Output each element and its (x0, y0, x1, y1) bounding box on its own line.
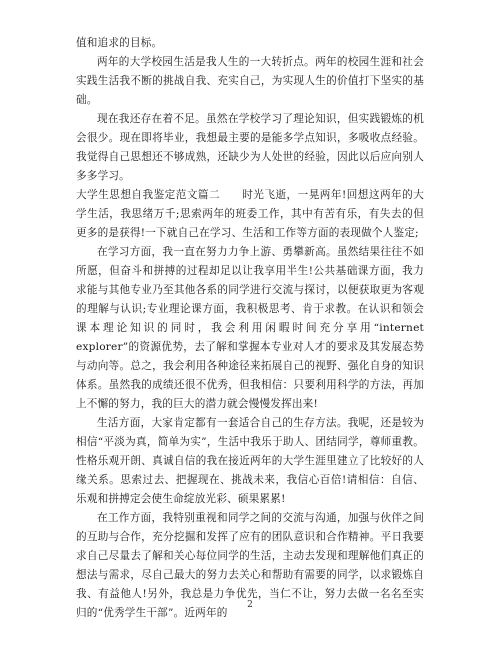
paragraph: 在学习方面，我一直在努力力争上游、勇攀新高。虽然结果往往不如所愿，但奋斗和拼搏的过程却足以让我享用半生!公共基础课方面，我力求能与其他专业乃至其他各系的同学进行交流与探讨，以便获取更为客观的理解与认识;专业理论课方面，我积极思考、肯于求教。在认识和领会课本理论知识的同时，我会利用闲暇时间充分享用“internet explorer”的资源优势，去了解和掌握本专业对人才的要求及其发展态势与动向等。总之，我会利用各种途径来拓展自己的视野、强化自身的知识体系。虽然我的成绩还很不优秀，但我相信：只要利用科学的方法，再加上不懈的努力，我的巨大的潜力就会慢慢发挥出来! (76, 246, 424, 410)
document-body (76, 34, 424, 623)
section-heading-paragraph: 大学生思想自我鉴定范文篇二 时光飞逝，一晃两年!回想这两年的大学生活，我思绪万千;思索两年的班委工作，其中有苦有乐，有失去的但更多的是获得!一下就自己在学习、生活和工作等方面的表现做个人鉴定; (76, 189, 424, 239)
paragraph: 现在我还存在着不足。虽然在学校学习了理论知识，但实践锻炼的机会很少。现在即将毕业，我想最主要的是能多学点知识，多吸收点经验。我觉得自己思想还不够成熟，还缺少为人处世的经验，因此以后应向别人多多学习。 (76, 113, 424, 182)
paragraph: 值和追求的目标。 (76, 37, 163, 49)
paragraph: 在工作方面，我特别重视和同学之间的交流与沟通，加强与伙伴之间的互助与合作，充分挖掘和发挥了应有的团队意识和合作精神。平日我要求自己尽量去了解和关心每位同学的生活，主动去发现和理解他们真正的想法与需求，尽自己最大的努力去关心和帮助有需要的同学，以求锻炼自我、有益他人!另外，我总是力争优先，当仁不让，努力去做一名名至实归的“优秀学生干部”。近两年的 (76, 512, 424, 619)
paragraph: 生活方面，大家肯定都有一套适合自己的生存方法。我呢，还是较为相信“平淡为真，简单为实”，生活中我乐于助人、团结同学，尊师重教。性格乐观开朗、真诚自信的我在接近两年的大学生涯里建立了比较好的人缘关系。思索过去、把握现在、挑战未来，我信心百倍!请相信：自信、乐观和拼搏定会使生命绽放光彩、硕果累累! (76, 417, 424, 505)
page-number: 2 (247, 600, 253, 610)
paragraph: 两年的大学校园生活是我人生的一大转折点。两年的校园生涯和社会实践生活我不断的挑战自我、充实自己，为实现人生的价值打下坚实的基础。 (76, 56, 424, 106)
